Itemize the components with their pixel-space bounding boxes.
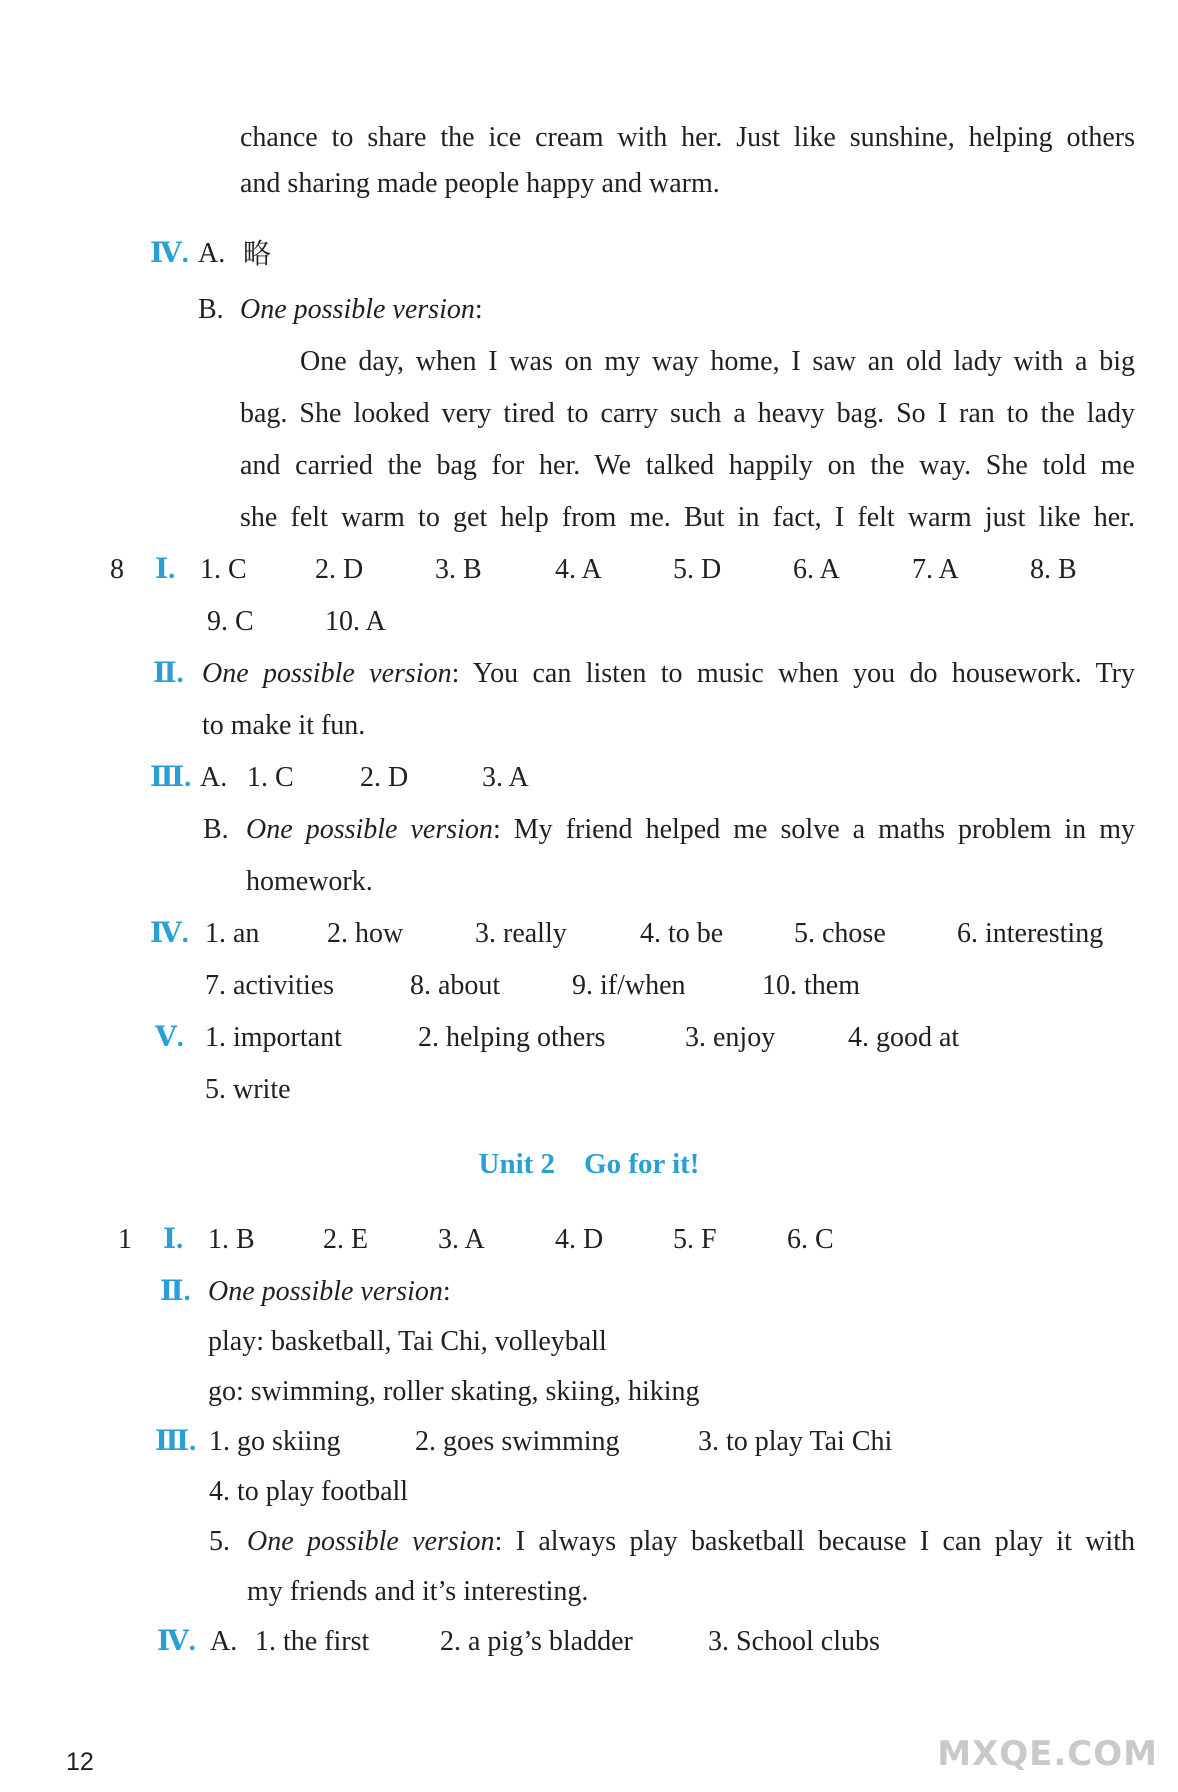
q8-section-iv-label: Ⅳ. bbox=[150, 918, 189, 949]
answer: 3. A bbox=[482, 762, 529, 793]
answer: 6. C bbox=[787, 1224, 834, 1255]
intro-line-1: chance to share the ice cream with her. Just like sunshine, helping others bbox=[240, 122, 1135, 153]
answer: 3. A bbox=[438, 1224, 485, 1255]
question-number-1: 1 bbox=[118, 1224, 132, 1255]
q8-iii-b-line-2: homework. bbox=[246, 866, 373, 897]
q8-iii-a-label: A. bbox=[200, 762, 228, 793]
answer: 3. School clubs bbox=[708, 1626, 880, 1657]
answer: 6. A bbox=[793, 554, 840, 585]
answer: 3. really bbox=[475, 918, 567, 949]
answer: 9. if/when bbox=[572, 970, 686, 1001]
section-iv-label: Ⅳ. bbox=[150, 238, 189, 269]
essay-line-3: and carried the bag for her. We talked happily on the way. She told me bbox=[240, 450, 1135, 481]
answer: 1. an bbox=[205, 918, 260, 949]
answer: 1. B bbox=[208, 1224, 255, 1255]
section-iv-b-label: B. bbox=[198, 294, 224, 325]
answer: 9. C bbox=[207, 606, 254, 637]
section-iv-a-label: A. bbox=[198, 238, 226, 269]
q1-iv-a-label: A. bbox=[210, 1626, 238, 1657]
answer: 4. to play football bbox=[209, 1476, 409, 1507]
answer: 10. them bbox=[762, 970, 860, 1001]
q1-section-iii-label: Ⅲ. bbox=[155, 1426, 197, 1457]
answer: 4. A bbox=[555, 554, 602, 585]
answer: 4. good at bbox=[848, 1022, 960, 1053]
q1-section-iv-label: Ⅳ. bbox=[157, 1626, 196, 1657]
answer: 1. go skiing bbox=[209, 1426, 341, 1457]
answer: 2. D bbox=[360, 762, 409, 793]
section-iv-a-text: 略 bbox=[243, 237, 272, 270]
q1-section-ii-label: Ⅱ. bbox=[160, 1276, 191, 1307]
q8-section-iii-label: Ⅲ. bbox=[150, 762, 192, 793]
answer: 2. helping others bbox=[418, 1022, 606, 1053]
answer: 8. B bbox=[1030, 554, 1077, 585]
page-number: 12 bbox=[66, 1748, 94, 1776]
q8-section-ii-label: Ⅱ. bbox=[153, 658, 184, 689]
answer: 2. how bbox=[327, 918, 404, 949]
answer: 5. F bbox=[673, 1224, 717, 1255]
answer: 7. A bbox=[912, 554, 959, 585]
q1-ii-line-1: play: basketball, Tai Chi, volleyball bbox=[208, 1326, 607, 1357]
q1-iii-item5-line-2: my friends and it’s interesting. bbox=[247, 1576, 589, 1607]
answer: 8. about bbox=[410, 970, 501, 1001]
q8-iii-b-label: B. bbox=[203, 814, 229, 845]
essay-line-4: she felt warm to get help from me. But in fact, I felt warm just like her. bbox=[240, 502, 1135, 533]
q8-section-v-label: Ⅴ. bbox=[155, 1022, 184, 1053]
q1-section-i-label: Ⅰ. bbox=[163, 1224, 184, 1255]
essay-line-1: One day, when I was on my way home, I saw an old lady with a big bbox=[300, 346, 1135, 377]
watermark-logo: MXQE.COM bbox=[937, 1734, 1158, 1774]
answer: 1. C bbox=[247, 762, 294, 793]
answer: 3. enjoy bbox=[685, 1022, 776, 1053]
intro-line-2: and sharing made people happy and warm. bbox=[240, 168, 720, 199]
answer: 1. the first bbox=[255, 1626, 370, 1657]
q1-ii-intro: One possible version: bbox=[208, 1276, 451, 1307]
essay-line-2: bag. She looked very tired to carry such a heavy bag. So I ran to the lady bbox=[240, 398, 1135, 429]
answer: 5. write bbox=[205, 1074, 291, 1105]
q8-ii-line-2: to make it fun. bbox=[202, 710, 366, 741]
answer: 10. A bbox=[325, 606, 386, 637]
answer: 2. goes swimming bbox=[415, 1426, 620, 1457]
answer: 2. D bbox=[315, 554, 364, 585]
answer: 1. C bbox=[200, 554, 247, 585]
answer: 7. activities bbox=[205, 970, 335, 1001]
q1-ii-line-2: go: swimming, roller skating, skiing, hiking bbox=[208, 1376, 700, 1407]
q8-section-i-label: Ⅰ. bbox=[155, 554, 176, 585]
answer: 2. E bbox=[323, 1224, 369, 1255]
answer: 4. D bbox=[555, 1224, 604, 1255]
answer: 5. D bbox=[673, 554, 722, 585]
q1-iii-item5-line-1: One possible version: I always play basketball because I can play it with bbox=[247, 1526, 1135, 1557]
answer: 6. interesting bbox=[957, 918, 1104, 949]
answer: 3. B bbox=[435, 554, 482, 585]
q8-ii-line-1: One possible version: You can listen to music when you do housework. Try bbox=[202, 658, 1136, 689]
answer: 1. important bbox=[205, 1022, 342, 1053]
answer: 4. to be bbox=[640, 918, 724, 949]
answer: 2. a pig’s bladder bbox=[440, 1626, 633, 1657]
answer: 5. chose bbox=[794, 918, 886, 949]
q8-iii-b-line-1: One possible version: My friend helped me solve a maths problem in my bbox=[246, 814, 1135, 845]
question-number-8: 8 bbox=[110, 554, 124, 585]
unit-heading: Unit 2 Go for it! bbox=[478, 1148, 700, 1180]
q1-iii-item5-num: 5. bbox=[209, 1526, 230, 1557]
answer: 3. to play Tai Chi bbox=[698, 1426, 893, 1457]
section-iv-b-intro: One possible version: bbox=[240, 294, 483, 325]
